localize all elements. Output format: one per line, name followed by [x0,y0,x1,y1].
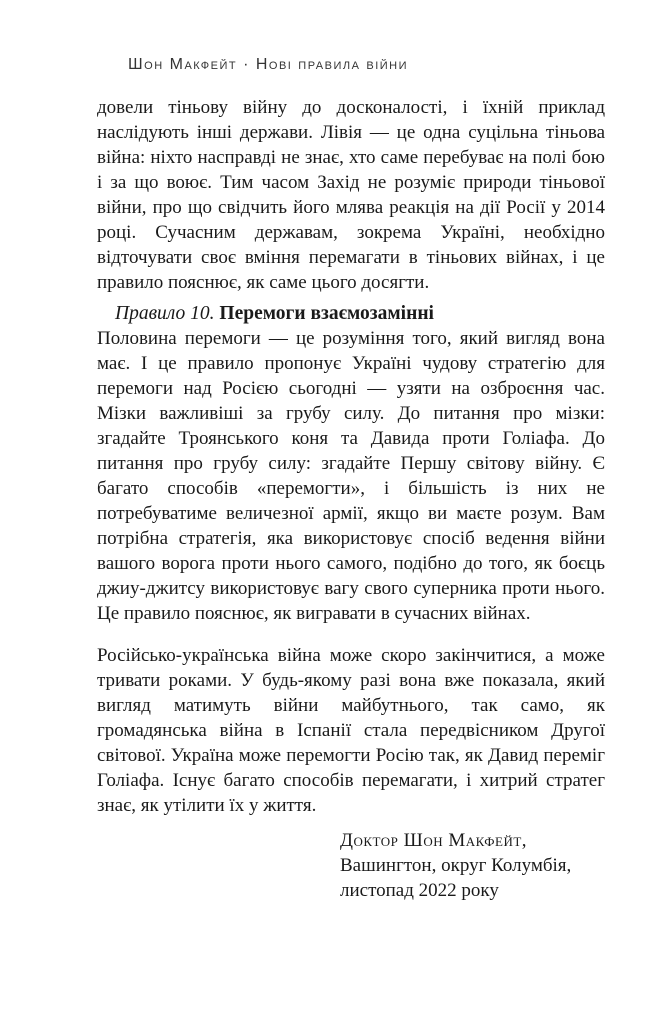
signature-author: Доктор Шон Макфейт, [340,830,528,851]
rule-number-label: Правило 10. [115,303,215,324]
signature-location: Вашингтон, округ Колумбія, [340,855,572,876]
rule-heading [97,301,605,326]
running-header: Шон Макфейт · Нові правила війни [128,56,409,73]
rule-title: Перемоги взаємозамінні [219,303,434,324]
paragraph-shadow-war: довели тіньову війну до досконалості, і їхній приклад наслідують інші держави. Лівія — це одна суцільна тіньова війна: ніхто насправді не знає, хто саме перебуває на полі бою і за що воює. Тим часом Захід не розуміє природи тіньової війни, про що свідчить його млява реакція на дії Росії у 2014 році. Сучасним державам, зокрема Україні, необхідно відточувати своє вміння перемагати в тіньових війнах, і це правило пояснює, як саме цього досягти. [97,97,605,293]
signature-block [340,828,605,903]
signature-date: листопад 2022 року [340,880,499,901]
page-content [97,95,605,903]
paragraph-closing: Російсько-українська війна може скоро закінчитися, а може тривати роками. У будь-якому разі вона вже показала, який вигляд матимуть війни майбутнього, так само, як громадянська війна в Іспанії стала передвісником Другої світової. Україна може перемогти Росію так, як Давид переміг Голіафа. Існує багато способів перемагати, і хитрий стратег знає, як утілити їх у життя. [97,645,605,816]
paragraph-rule-body: Половина перемоги — це розуміння того, який вигляд вона має. І це правило пропонує Україні чудову стратегію для перемоги над Росією сьогодні — узяти на озброєння час. Мізки важливіші за грубу силу. До питання про мізки: згадайте Троянського коня та Давида проти Голіафа. До питання про грубу силу: згадайте Першу світову війну. Є багато способів «перемогти», і більшість із них не потребуватиме величезної армії, якщо ви маєте розум. Вам потрібна стратегія, яка використовує спосіб ведення війни вашого ворога проти нього самого, подібно до того, як боєць джиу-джитсу використовує вагу свого суперника проти нього. Це правило пояснює, як вигравати в сучасних війнах. [97,328,605,624]
